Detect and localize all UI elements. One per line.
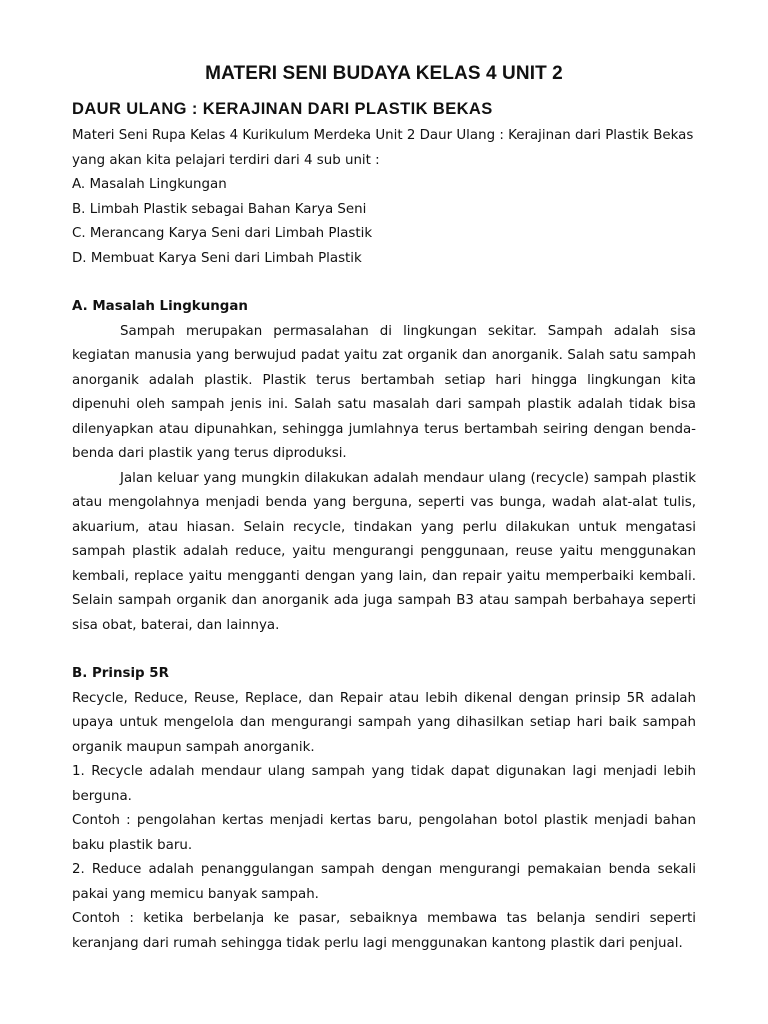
- sub-unit-a: A. Masalah Lingkungan: [72, 177, 227, 192]
- sub-unit-b: B. Limbah Plastik sebagai Bahan Karya Seni: [72, 201, 367, 217]
- section-b-example-2: Contoh : ketika berbelanja ke pasar, sebaiknya membawa tas belanja sendiri seperti keranjang dari rumah sehingga tidak perlu lagi menggunakan kantong plastik dari penjual.: [72, 911, 696, 951]
- intro-paragraph: Materi Seni Rupa Kelas 4 Kurikulum Merdeka Unit 2 Daur Ulang : Kerajinan dari Plastik Bekas yang akan kita pelajari terdiri dari 4 sub unit :: [72, 128, 694, 168]
- section-b-item-2: 2. Reduce adalah penanggulangan sampah dengan mengurangi pemakaian benda sekali pakai yang memicu banyak sampah.: [72, 862, 696, 902]
- page-title: MATERI SENI BUDAYA KELAS 4 UNIT 2: [205, 63, 563, 84]
- section-b-item-1: 1. Recycle adalah mendaur ulang sampah yang tidak dapat digunakan lagi menjadi lebih berguna.: [72, 764, 696, 804]
- page-subtitle: DAUR ULANG : KERAJINAN DARI PLASTIK BEKAS: [72, 100, 493, 118]
- section-a-paragraph-1: Sampah merupakan permasalahan di lingkungan sekitar. Sampah adalah sisa kegiatan manusia yang berwujud padat yaitu zat organik dan anorganik. Salah satu sampah anorganik adalah plastik. Plastik terus bertambah setiap hari hingga lingkungan kita dipenuhi oleh sampah jenis ini. Salah satu masalah dari sampah plastik adalah tidak bisa dilenyapkan atau dipunahkan, sehingga jumlahnya terus bertambah seiring dengan benda-benda dari plastik yang terus diproduksi.: [72, 323, 696, 461]
- section-b-example-1: Contoh : pengolahan kertas menjadi kertas baru, pengolahan botol plastik menjadi bahan baku plastik baru.: [72, 813, 696, 853]
- sub-unit-c: C. Merancang Karya Seni dari Limbah Plastik: [72, 226, 373, 241]
- section-a-heading: A. Masalah Lingkungan: [72, 299, 248, 314]
- section-b-heading: B. Prinsip 5R: [72, 666, 169, 681]
- section-b-intro: Recycle, Reduce, Reuse, Replace, dan Repair atau lebih dikenal dengan prinsip 5R adalah upaya untuk mengelola dan mengurangi sampah yang dihasilkan setiap hari baik sampah organik maupun sampah anorganik.: [72, 690, 696, 755]
- section-a-paragraph-2: Jalan keluar yang mungkin dilakukan adalah mendaur ulang (recycle) sampah plastik atau mengolahnya menjadi benda yang berguna, seperti vas bunga, wadah alat-alat tulis, akuarium, atau hiasan. Selain recycle, tindakan yang perlu dilakukan untuk mengatasi sampah plastik adalah reduce, yaitu mengurangi penggunaan, reuse yaitu menggunakan kembali, replace yaitu mengganti dengan yang lain, dan repair yaitu memperbaiki kembali. Selain sampah organik dan anorganik ada juga sampah B3 atau sampah berbahaya seperti sisa obat, baterai, dan lainnya.: [72, 470, 696, 633]
- sub-unit-d: D. Membuat Karya Seni dari Limbah Plastik: [72, 250, 362, 266]
